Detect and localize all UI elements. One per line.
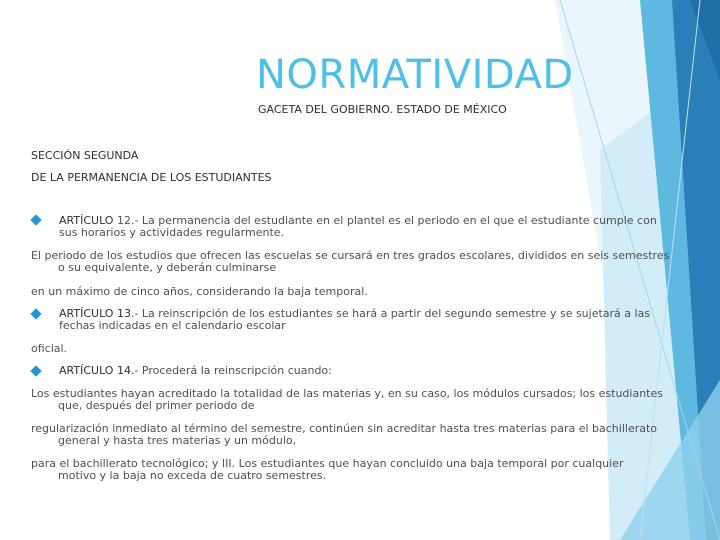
- paragraph-6: [31, 458, 697, 482]
- paragraph-6-line1: para el bachillerato tecnológico; y III. Los estudiantes que hayan concluido una baja temporal por cualquier: [31, 457, 624, 470]
- article-13-head: ARTÍCULO 13.: [59, 307, 135, 320]
- article-12-line2: sus horarios y actividades regularmente.: [59, 226, 285, 239]
- subtitle: GACETA DEL GOBIERNO. ESTADO DE MÉXICO: [258, 103, 507, 116]
- paragraph-4: [31, 388, 697, 412]
- section-heading: SECCIÓN SEGUNDA: [31, 149, 139, 162]
- paragraph-5-line2: general y hasta tres materias y un módulo,: [58, 434, 297, 447]
- paragraph-6-line2: motivo y la baja no exceda de cuatro semestres.: [58, 469, 327, 482]
- article-13-line1: - La reinscripción de los estudiantes se hará a partir del segundo semestre y se sujetará a las: [134, 307, 651, 320]
- article-13-line2: fechas indicadas en el calendario escolar: [59, 319, 286, 332]
- paragraph-5-line1: regularización inmediato al término del semestre, continúen sin acreditar hasta tres materias para el bachillerato: [31, 422, 658, 435]
- article-14-head: ARTÍCULO 14.: [59, 364, 135, 377]
- article-14-line1: - Procederá la reinscripción cuando:: [134, 364, 332, 377]
- paragraph-3: oficial.: [31, 342, 68, 355]
- page-title: NORMATIVIDAD: [256, 52, 574, 98]
- chapter-heading: DE LA PERMANENCIA DE LOS ESTUDIANTES: [31, 171, 272, 184]
- article-12-head: ARTÍCULO: [59, 214, 114, 227]
- paragraph-5: [31, 423, 697, 447]
- article-14: [59, 365, 699, 377]
- paragraph-1: [31, 250, 697, 274]
- paragraph-4-line2: que, después del primer periodo de: [58, 399, 255, 412]
- article-13: [59, 308, 699, 332]
- paragraph-4-line1: Los estudiantes hayan acreditado la totalidad de las materias y, en su caso, los módulos cursados; los estudiantes: [31, 387, 663, 400]
- article-12: [59, 215, 699, 239]
- paragraph-1-line2: o su equivalente, y deberán culminarse: [58, 261, 277, 274]
- article-12-line1: 12.- La permanencia del estudiante en el plantel es el periodo en el que el estudiante cumple con: [113, 214, 657, 227]
- paragraph-2: en un máximo de cinco años, considerando la baja temporal.: [31, 285, 368, 298]
- paragraph-1-line1: El periodo de los estudios que ofrecen las escuelas se cursará en tres grados escolares, divididos en seis semestres: [31, 249, 670, 262]
